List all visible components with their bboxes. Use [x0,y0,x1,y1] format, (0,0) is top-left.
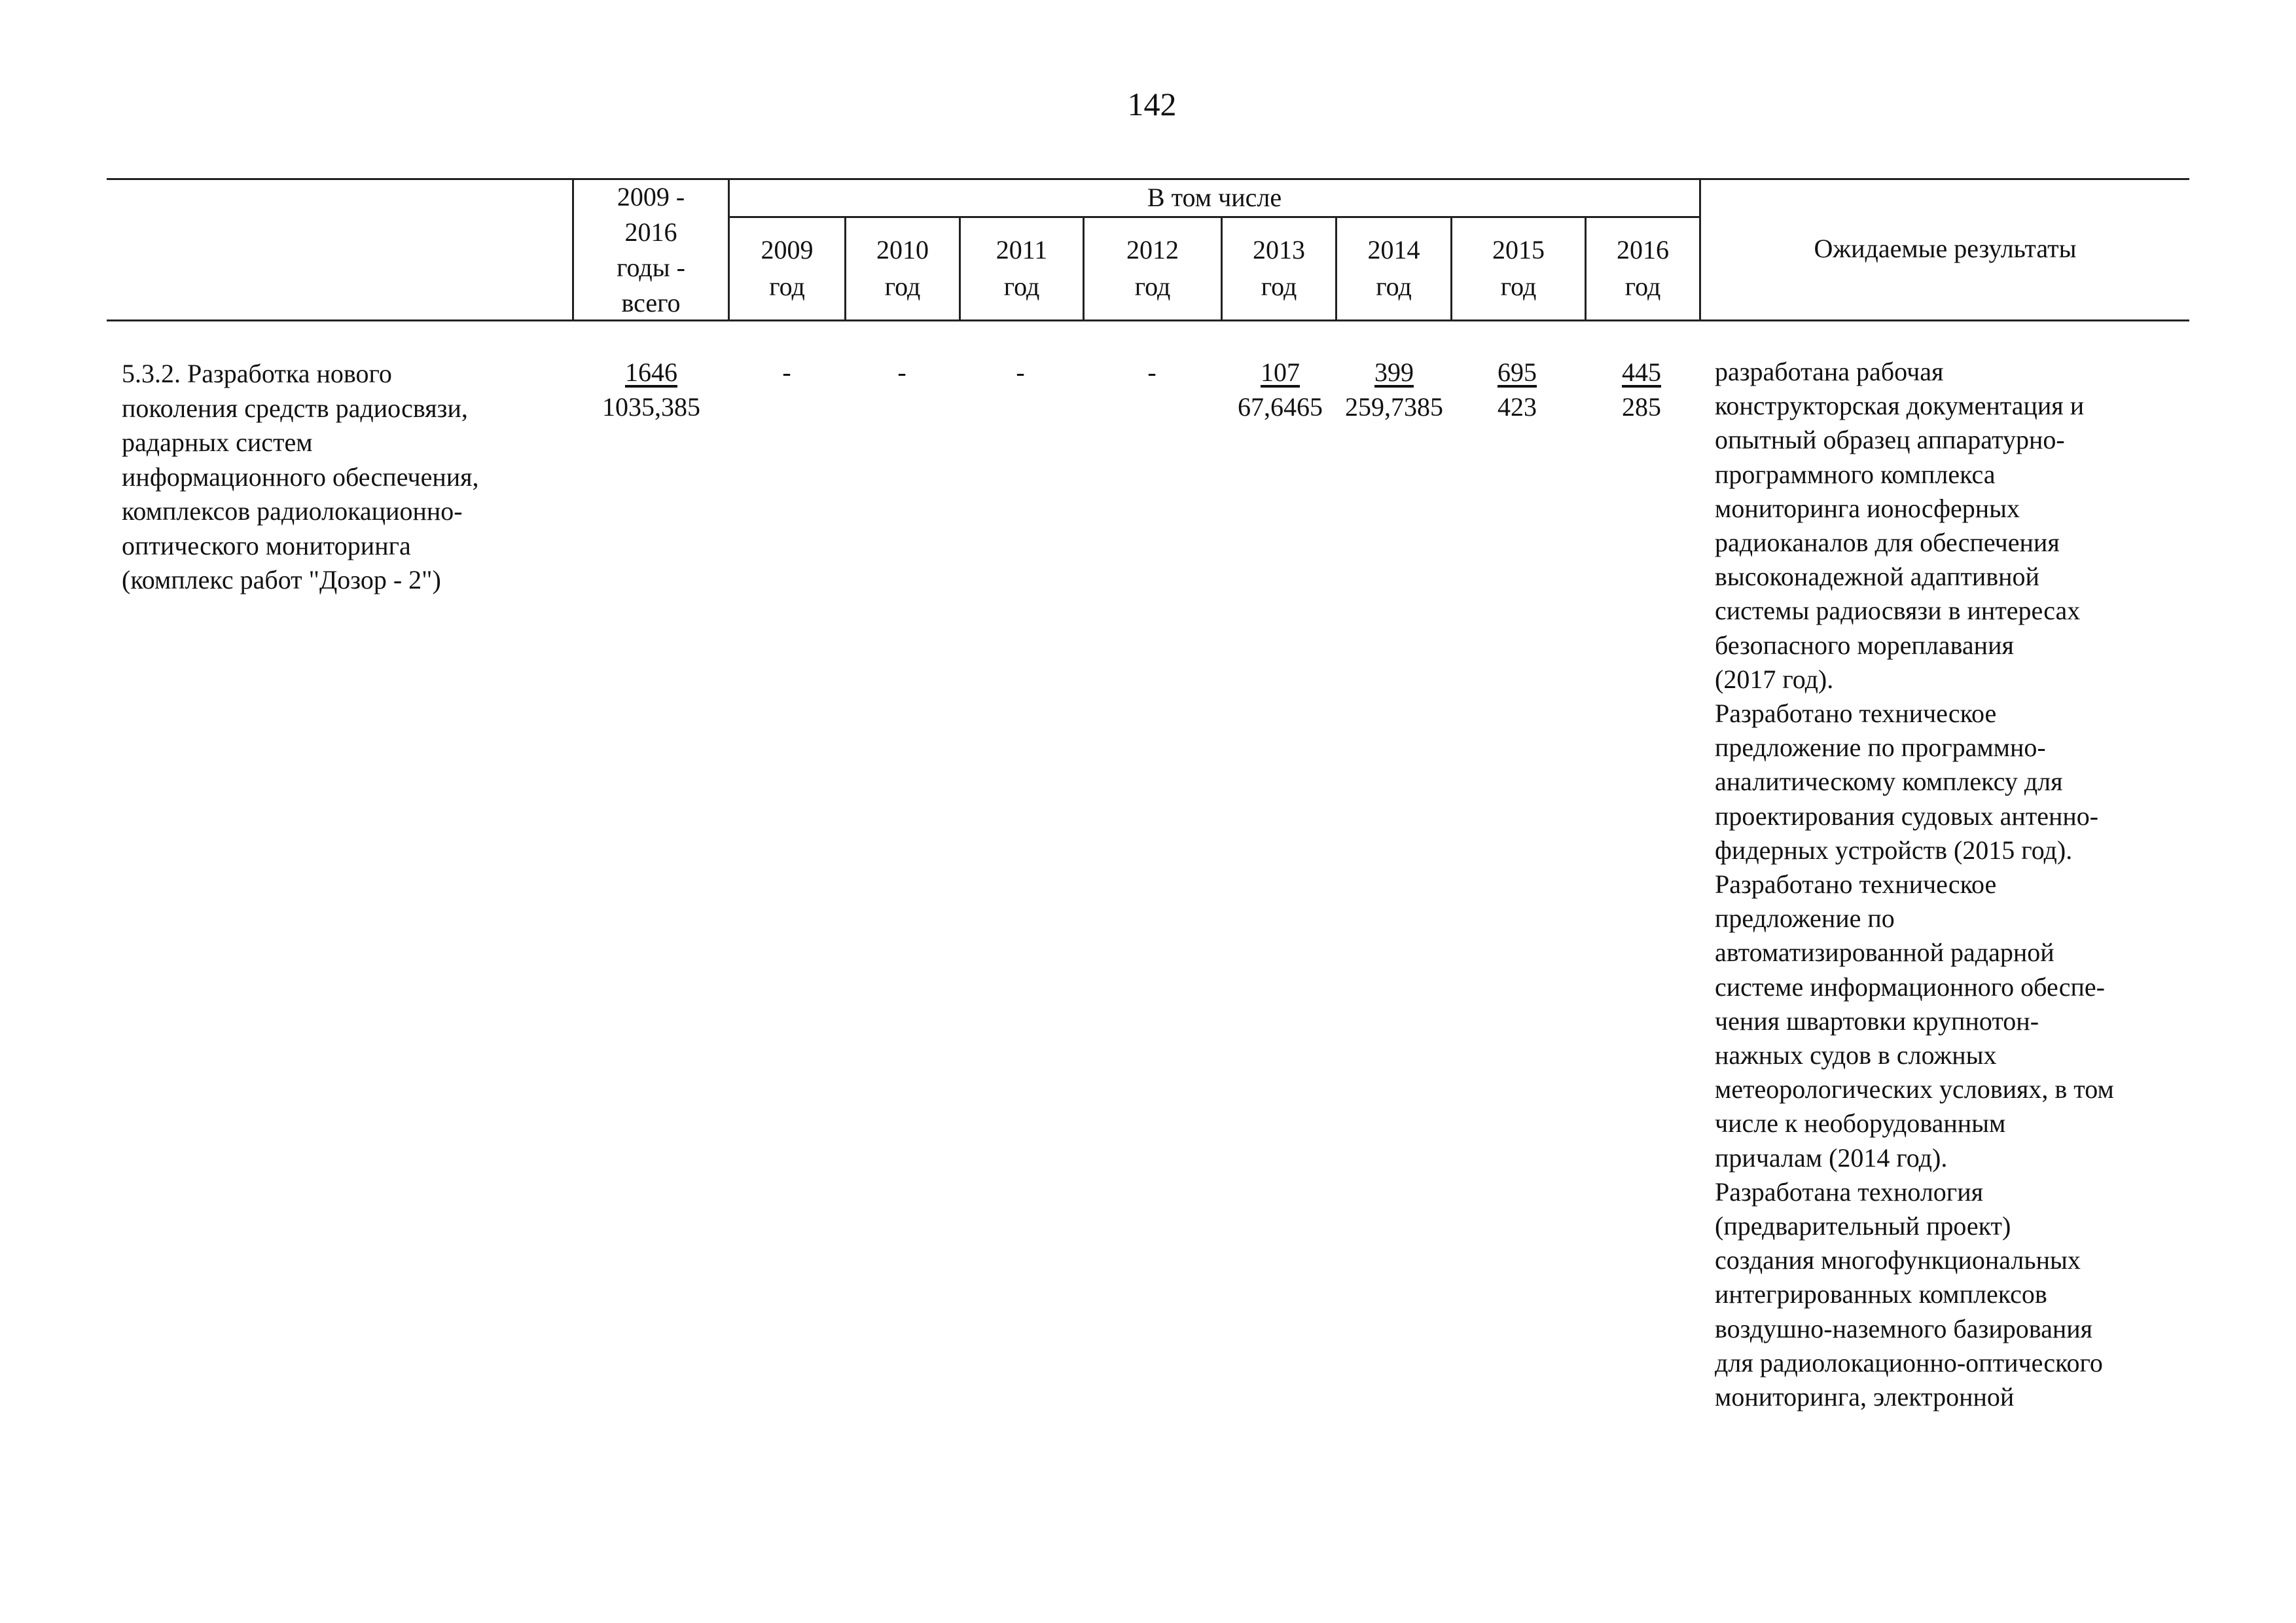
year-2013-financing: 67,6465 [1238,392,1323,422]
header-year-unit: год [1500,272,1537,301]
row-name-line: информационного обеспечения, [122,462,479,492]
header-year-2012 [1085,232,1221,305]
header-year-unit: год [769,272,805,301]
row-name [122,357,567,598]
header-year-2015 [1452,232,1585,305]
header-year-2016 [1587,232,1699,305]
result-paragraph: Разработана технология (предварительный проект) создания многофункциональных интегрированных комплексов воздушно-наземного базирования для радиолокационно-оптического мониторинга, электронной [1715,1176,2103,1412]
header-year: 2014 [1367,235,1420,264]
year-2013-value: 107 [1261,357,1300,387]
header-year-unit: год [1261,272,1297,301]
row-name-line: комплексов радиолокационно- [122,496,463,526]
header-year: 2012 [1126,235,1179,264]
year-2015-financing: 423 [1498,392,1537,422]
header-results-label: Ожидаемые результаты [1814,234,2077,263]
header-year: 2009 [761,235,814,264]
row-name-line: оптического мониторинга [122,530,411,560]
row-name-line: 5.3.2. Разработка нового [122,359,392,388]
header-group-label: В том числе [1147,183,1282,212]
year-2011-value: - [1016,357,1025,387]
header-total-line: 2009 - [617,182,685,211]
header-total-line: годы - [617,253,685,282]
year-2012-value: - [1147,357,1157,387]
result-paragraph: разработана рабочая конструкторская документация и опытный образец аппаратурно- программного комплекса мониторинга ионосферных радиоканалов для обеспечения высоконадежной адаптивной системы радиосвязи в интересах безопасного мореплавания (2017 год). [1715,357,2085,694]
header-year-2013 [1223,232,1335,305]
header-year-2010 [846,232,959,305]
header-total-line: 2016 [624,217,677,247]
result-paragraph: Разработано техническое предложение по автоматизированной радарной системе информационного обеспе- чения швартовки крупнотон- нажных судов в сложных метеорологических условиях, в том числе к необорудованным причалам (2014 год). [1715,869,2114,1173]
year-2014-value: 399 [1374,357,1414,387]
header-year: 2013 [1253,235,1305,264]
year-2016-value: 445 [1622,357,1661,387]
header-year-unit: год [1003,272,1040,301]
header-bottom-rule [107,319,2189,321]
row-name-line: поколения средств радиосвязи, [122,393,468,423]
header-year-unit: год [1376,272,1412,301]
header-year-unit: год [1134,272,1171,301]
header-year-unit: год [1624,272,1661,301]
header-total-line: всего [621,288,681,318]
header-group-rule [728,216,1700,218]
header-year: 2010 [876,235,929,264]
header-year-unit: год [884,272,921,301]
header-year-2011 [961,232,1083,305]
total-value: 1646 [625,357,677,387]
year-2014-financing: 259,7385 [1345,392,1443,422]
header-year: 2015 [1492,235,1545,264]
header-total-col [574,179,728,321]
page-number: 142 [1127,86,1177,122]
expected-results [1715,355,2199,1414]
header-year: 2011 [996,235,1048,264]
year-2010-value: - [897,357,906,387]
row-name-line: радарных систем [122,428,313,457]
year-2015-value: 695 [1498,357,1537,387]
total-financing: 1035,385 [602,392,700,422]
header-year: 2016 [1617,235,1669,264]
year-2016-financing: 285 [1622,392,1661,422]
header-year-2009 [730,232,844,305]
result-paragraph: Разработано техническое предложение по программно- аналитическому комплексу для проектирования судовых антенно- фидерных устройств (2015 год). [1715,699,2099,865]
row-name-line: (комплекс работ "Дозор - 2") [122,565,441,594]
year-2009-value: - [782,357,791,387]
header-year-2014 [1337,232,1450,305]
